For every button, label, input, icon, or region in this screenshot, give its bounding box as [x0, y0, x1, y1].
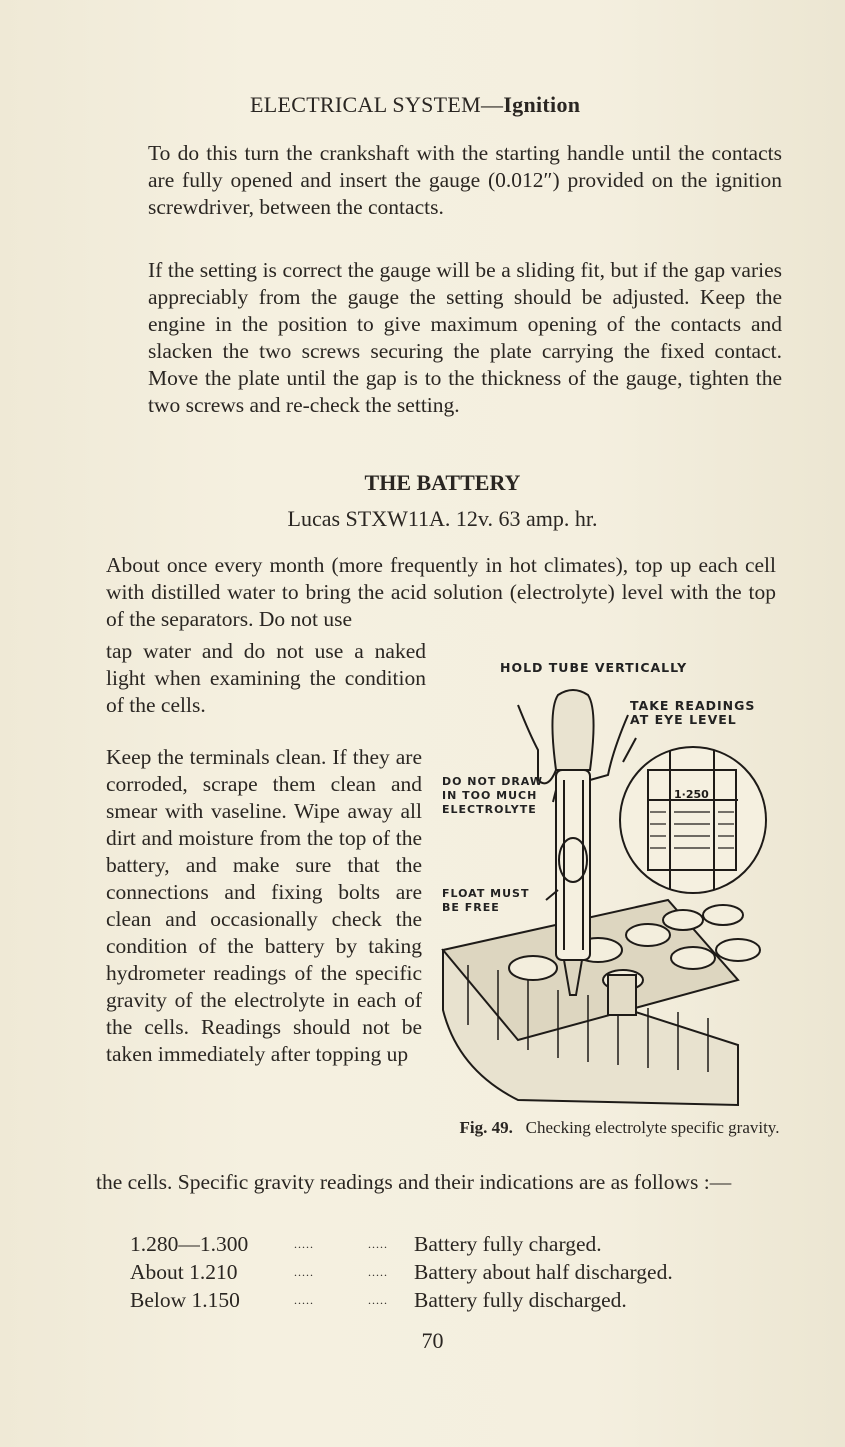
reading-indication: Battery about half discharged. [414, 1260, 673, 1284]
reading-indication: Battery fully discharged. [414, 1288, 627, 1312]
running-head [250, 92, 580, 118]
running-head-sub: Ignition [503, 92, 581, 117]
leader-dots: ..... [294, 1293, 314, 1307]
reading-value: 1.280—1.300 [130, 1232, 249, 1256]
paragraph-setting: If the setting is correct the gauge will be a sliding fit, but if the gap varies appreciably from the gauge the setting should be adjusted. Keep the engine in the position to give maximum opening of the contacts and slacken the two screws securing the plate carrying the fixed contact. Move the plate until the gap is to the thickness of the gauge, tighten the two screws and re-check the setting. [148, 258, 782, 417]
paragraph-readings-intro: the cells. Specific gravity readings and their indications are as follows :— [96, 1170, 732, 1194]
label-hold-tube: HOLD TUBE VERTICALLY [500, 660, 688, 675]
battery-spec: Lucas STXW11A. 12v. 63 amp. hr. [287, 506, 598, 531]
paragraph-topup: About once every month (more frequently in hot climates), top up each cell with distilled water to bring the acid solution (electrolyte) level with the top of the separators. Do not use [106, 553, 776, 631]
paragraph-gauge: To do this turn the crankshaft with the starting handle until the contacts are fully opened and insert the gauge (0.012″) provided on the ignition screwdriver, between the contacts. [148, 141, 782, 219]
leader-dots: ..... [368, 1237, 388, 1251]
label-be-free: BE FREE [442, 901, 500, 914]
reading-value: Below 1.150 [130, 1288, 240, 1312]
reading-value: About 1.210 [130, 1260, 238, 1284]
figure-caption-text: Checking electrolyte specific gravity. [525, 1118, 780, 1137]
label-electrolyte: ELECTROLYTE [442, 803, 537, 816]
running-head-main: ELECTRICAL SYSTEM— [250, 92, 504, 117]
section-title: THE BATTERY [364, 470, 521, 495]
paragraph-terminals: Keep the terminals clean. If they are corroded, scrape them clean and smear with vaseline. Wipe away all dirt and moisture from the top of the battery, and make sure that the connections and fixing bolts are clean and occasionally check the condition of the battery by taking hydrometer readings of the specific gravity of the electrolyte in each of the cells. Readings should not be taken immediately after topping up [106, 745, 422, 1066]
label-do-not-draw: DO NOT DRAW [442, 775, 543, 788]
figure-number: Fig. 49. [459, 1118, 513, 1137]
label-take-readings: TAKE READINGS [630, 698, 756, 713]
leader-dots: ..... [294, 1237, 314, 1251]
label-in-too-much: IN TOO MUCH [442, 789, 538, 802]
leader-dots: ..... [368, 1265, 388, 1279]
figure-caption [452, 1117, 787, 1139]
paragraph-tapwater: tap water and do not use a naked light when examining the condition of the cells. [106, 639, 426, 717]
reading-indication: Battery fully charged. [414, 1232, 602, 1256]
label-eye-level: AT EYE LEVEL [630, 712, 737, 727]
hydrometer-figure [438, 650, 788, 1110]
label-float-must: FLOAT MUST [442, 887, 530, 900]
figure-reading-label: 1·250 [674, 788, 709, 801]
leader-dots: ..... [368, 1293, 388, 1307]
leader-dots: ..... [294, 1265, 314, 1279]
page-number: 70 [421, 1328, 444, 1353]
